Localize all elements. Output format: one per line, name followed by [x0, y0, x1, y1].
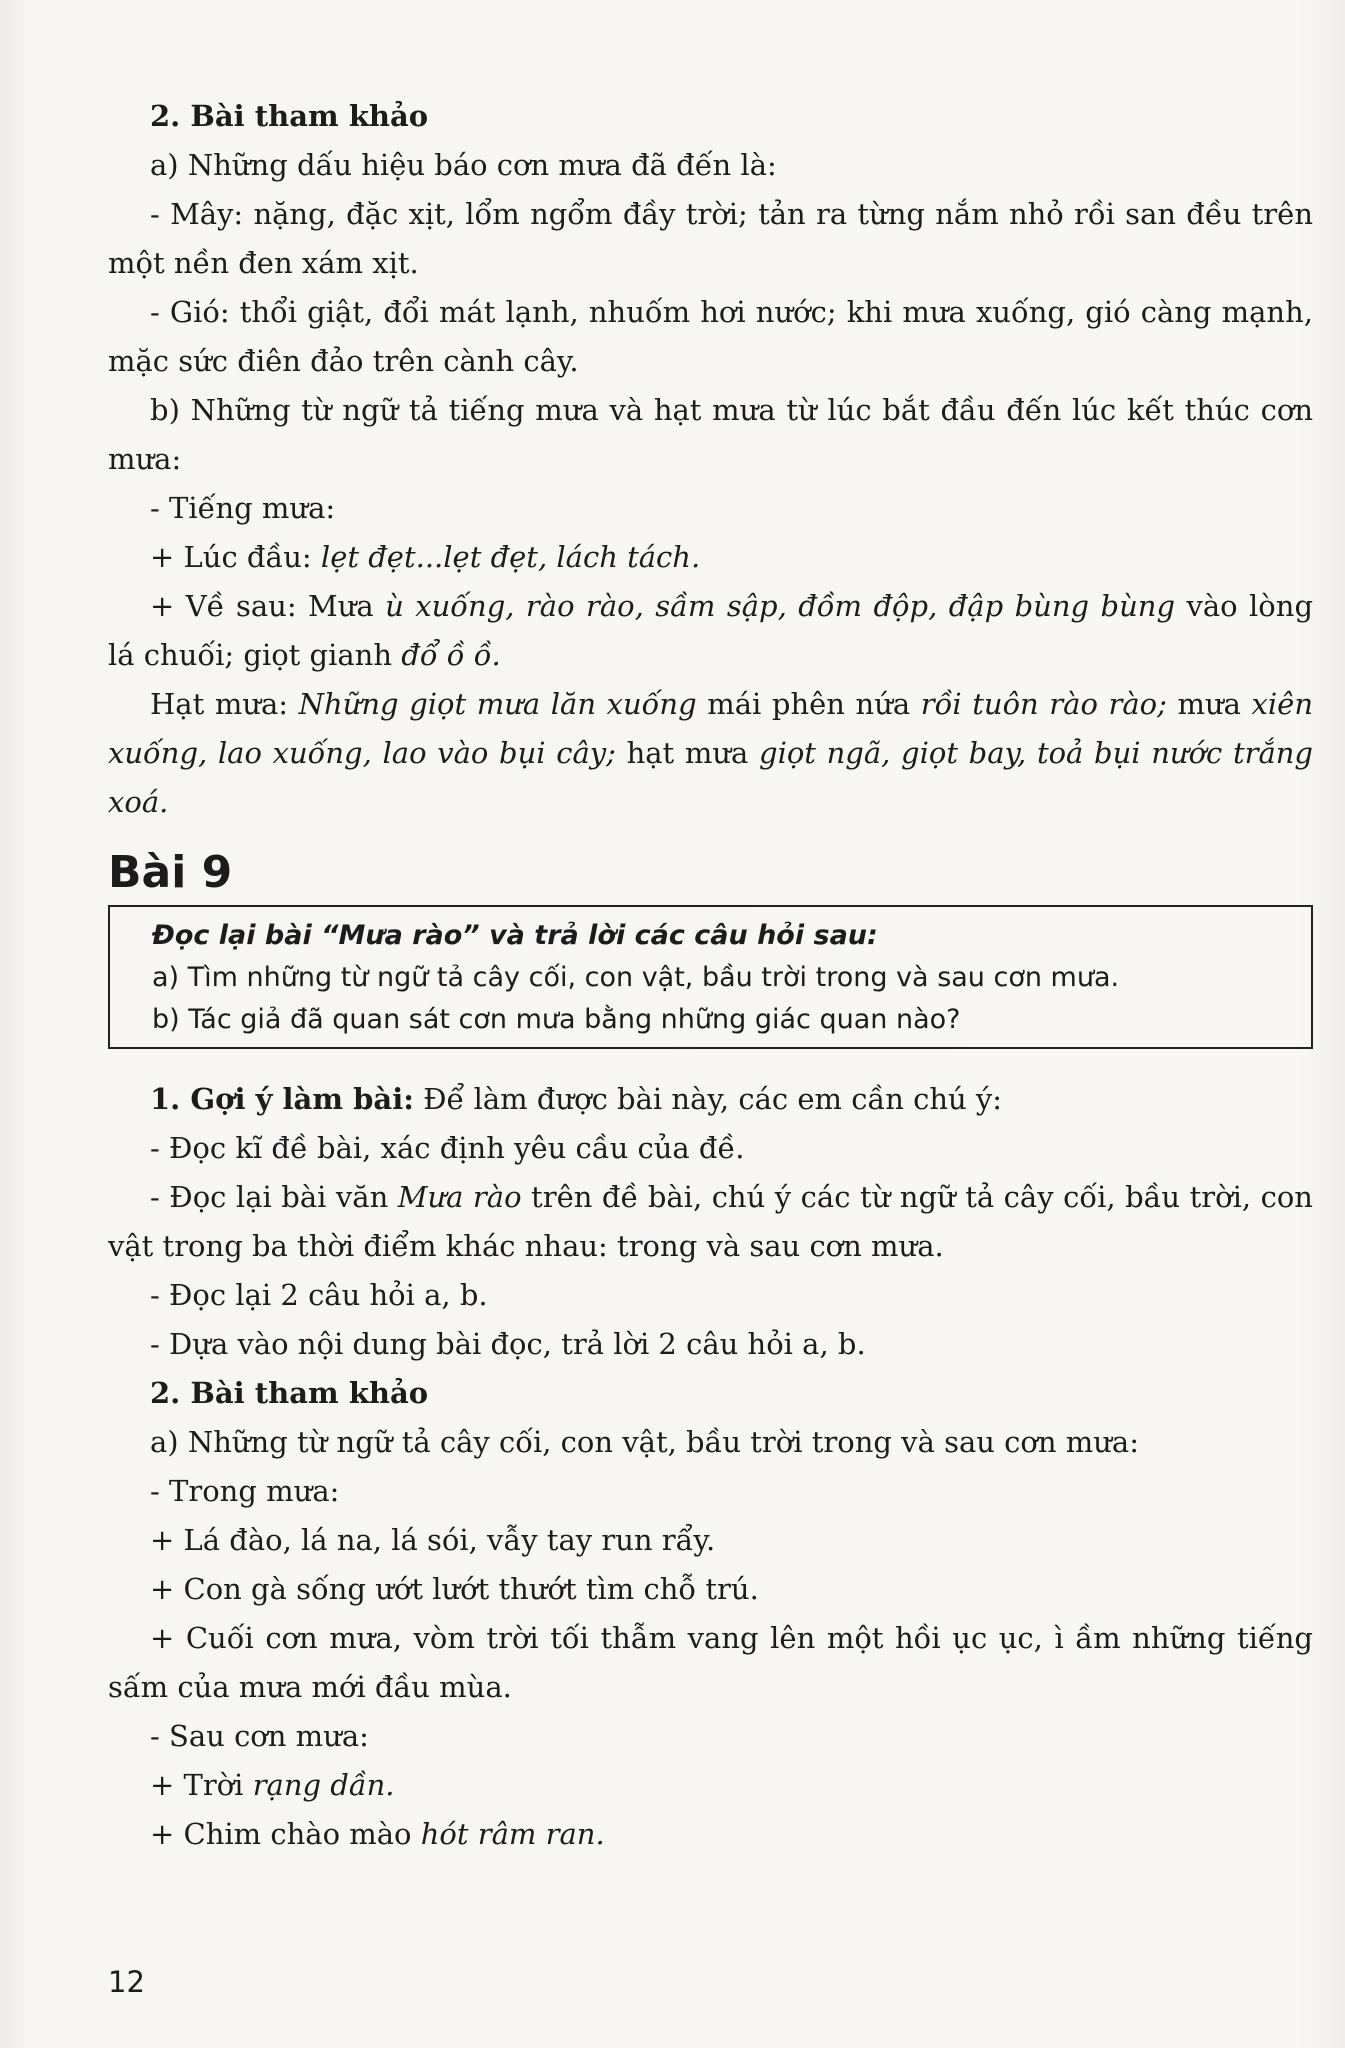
paragraph: [108, 1075, 1313, 1124]
paragraph: - Trong mưa:: [150, 1474, 340, 1508]
paragraph: - Đọc kĩ đề bài, xác định yêu cầu của đề.: [150, 1131, 745, 1165]
italic-words: Những giọt mưa lăn xuống: [298, 687, 697, 721]
paragraph: [108, 1761, 1313, 1810]
paragraph: - Gió: thổi giật, đổi mát lạnh, nhuốm hơi nước; khi mưa xuống, gió càng mạnh, mặc sức điên đảo trên cành cây.: [108, 295, 1313, 378]
exercise-title: Bài 9: [108, 847, 233, 898]
text-run: + Lúc đầu:: [150, 540, 321, 574]
italic-words: rạng dần.: [252, 1768, 395, 1802]
text-run: vào lòng lá chuối; giọt gianh: [108, 589, 1314, 672]
italic-words: ù xuống, rào rào, sầm sập, đồm độp, đập bùng bùng: [385, 589, 1176, 623]
paragraph: + Con gà sống ướt lướt thướt tìm chỗ trú.: [150, 1572, 759, 1606]
text-run: Hạt mưa:: [150, 687, 299, 721]
paragraph: - Đọc lại 2 câu hỏi a, b.: [150, 1278, 488, 1312]
paragraph: - Mây: nặng, đặc xịt, lổm ngổm đầy trời; tản ra từng nắm nhỏ rồi san đều trên một nền đen xám xịt.: [108, 197, 1313, 280]
text-run: trên đề bài, chú ý các từ ngữ tả cây cối, bầu trời, con vật trong ba thời điểm khác nhau: trong và sau cơn mưa.: [108, 1180, 1313, 1263]
paragraph: [108, 1810, 1313, 1859]
paragraph: [108, 680, 1313, 827]
text-run: hạt mưa: [615, 736, 759, 770]
paragraph: [108, 533, 1313, 582]
exercise-question-a: a) Tìm những từ ngữ tả cây cối, con vật, bầu trời trong và sau cơn mưa.: [152, 962, 1120, 993]
paragraph: + Cuối cơn mưa, vòm trời tối thẫm vang lên một hồi ục ục, ì ầm những tiếng sấm của mưa mới đầu mùa.: [108, 1621, 1313, 1704]
exercise-box: [108, 905, 1313, 1049]
text-run: mái phên nứa: [696, 687, 921, 721]
text-run: + Chim chào mào: [150, 1817, 421, 1851]
exercise-prompt: Đọc lại bài “Mưa rào” và trả lời các câu hỏi sau:: [152, 920, 878, 951]
paragraph: [108, 1173, 1313, 1271]
paragraph: - Sau cơn mưa:: [150, 1719, 369, 1753]
paragraph: a) Những dấu hiệu báo cơn mưa đã đến là:: [150, 148, 777, 182]
text-run: Để làm được bài này, các em cần chú ý:: [413, 1082, 1003, 1116]
italic-words: xiên xuống, lao xuống, lao vào bụi cây;: [108, 687, 1314, 770]
exercise-question-b: b) Tác giả đã quan sát cơn mưa bằng những giác quan nào?: [152, 1004, 961, 1035]
paragraph: + Lá đào, lá na, lá sói, vẫy tay run rẩy.: [150, 1523, 716, 1557]
page-number: 12: [108, 1965, 145, 1999]
paragraph: - Tiếng mưa:: [150, 491, 336, 525]
bold-heading: 1. Gợi ý làm bài:: [150, 1082, 414, 1116]
paragraph: a) Những từ ngữ tả cây cối, con vật, bầu trời trong và sau cơn mưa:: [150, 1425, 1139, 1459]
section-heading: 2. Bài tham khảo: [150, 1376, 429, 1410]
italic-words: Mưa rào: [397, 1180, 522, 1214]
italic-words: đổ ồ ồ.: [401, 638, 501, 672]
text-run: - Đọc lại bài văn: [150, 1180, 398, 1214]
text-run: + Trời: [150, 1768, 253, 1802]
text-run: mưa: [1166, 687, 1252, 721]
paragraph: [108, 582, 1313, 680]
italic-words: giọt ngã, giọt bay, toả bụi nước trắng xoá.: [108, 736, 1313, 819]
italic-words: rồi tuôn rào rào;: [920, 687, 1167, 721]
section-heading: 2. Bài tham khảo: [150, 99, 429, 133]
text-run: + Về sau: Mưa: [150, 589, 386, 623]
text-column: [108, 92, 1313, 1859]
paragraph: b) Những từ ngữ tả tiếng mưa và hạt mưa từ lúc bắt đầu đến lúc kết thúc cơn mưa:: [108, 393, 1313, 476]
italic-words: hót râm ran.: [420, 1817, 605, 1851]
italic-words: lẹt đẹt...lẹt đẹt, lách tách.: [320, 540, 701, 574]
paragraph: - Dựa vào nội dung bài đọc, trả lời 2 câu hỏi a, b.: [150, 1327, 866, 1361]
